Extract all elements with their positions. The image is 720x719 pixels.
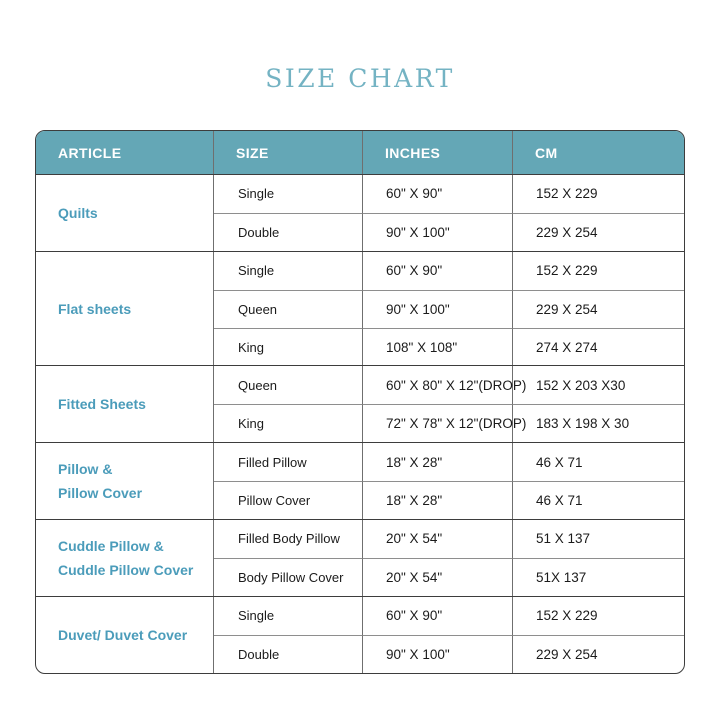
article-label-line1: Pillow & (58, 461, 113, 478)
page-title: SIZE CHART (265, 64, 455, 93)
table-group-quilts (36, 174, 684, 251)
size-cell: Filled Pillow (214, 443, 363, 481)
table-group-flat-sheets (36, 251, 684, 366)
size-cell: Single (214, 252, 363, 290)
header-size: SIZE (214, 131, 363, 174)
size-cell: Double (214, 635, 363, 673)
inches-cell: 60" X 80" X 12"(DROP) (363, 366, 513, 404)
table-group-duvet (36, 596, 684, 673)
table-header-row (36, 131, 684, 174)
cm-cell: 51X 137 (513, 558, 684, 596)
article-cell-duvet (36, 597, 214, 673)
cm-cell: 46 X 71 (536, 454, 583, 470)
header-inches: INCHES (363, 131, 513, 174)
table-group-fitted-sheets (36, 365, 684, 442)
table-group-pillow (36, 442, 684, 519)
header-article: ARTICLE (36, 131, 214, 174)
cm-cell: 46 X 71 (513, 481, 684, 519)
inches-cell: 72" X 78" X 12"(DROP) (363, 404, 513, 442)
article-cell-flat-sheets (36, 252, 214, 366)
cm-cell: 51 X 137 (536, 531, 591, 547)
article-cell-fitted-sheets (36, 366, 214, 442)
article-label-line2: Cuddle Pillow Cover (58, 561, 194, 578)
size-cell: Queen (214, 366, 363, 404)
size-cell: Double (214, 213, 363, 251)
size-cell: Single (214, 175, 363, 213)
cm-cell: 152 X 229 (536, 263, 598, 279)
inches-cell: 90" X 100" (363, 635, 513, 673)
size-cell: King (214, 404, 363, 442)
inches-cell: 90" X 100" (363, 213, 513, 251)
inches-cell: 60" X 90" (363, 597, 513, 635)
article-label: Duvet/ Duvet Cover (58, 626, 188, 643)
cm-cell: 152 X 229 (536, 608, 598, 624)
size-cell: Queen (214, 290, 363, 328)
size-cell: Body Pillow Cover (214, 558, 363, 596)
inches-cell: 18" X 28" (363, 481, 513, 519)
size-cell: Filled Body Pillow (214, 520, 363, 558)
table-group-cuddle-pillow (36, 519, 684, 596)
inches-cell: 60" X 90" (363, 175, 513, 213)
header-cm: CM (535, 144, 558, 161)
inches-cell: 60" X 90" (363, 252, 513, 290)
cm-cell: 229 X 254 (513, 635, 684, 673)
cm-cell: 229 X 254 (513, 213, 684, 251)
size-chart-table (35, 130, 685, 674)
article-label-line2: Pillow Cover (58, 485, 143, 502)
article-label: Quilts (58, 204, 98, 221)
size-cell: Pillow Cover (214, 481, 363, 519)
article-cell-pillow (36, 443, 214, 519)
cm-cell: 274 X 274 (513, 328, 684, 366)
cm-cell: 152 X 229 (536, 186, 598, 202)
article-label-line1: Cuddle Pillow & (58, 537, 164, 554)
inches-cell: 20" X 54" (363, 520, 513, 558)
article-cell-quilts (36, 175, 214, 251)
size-cell: King (214, 328, 363, 366)
inches-cell: 90" X 100" (363, 290, 513, 328)
inches-cell: 18" X 28" (363, 443, 513, 481)
article-cell-cuddle-pillow (36, 520, 214, 596)
article-label: Flat sheets (58, 300, 132, 317)
cm-cell: 152 X 203 X30 (536, 377, 626, 393)
size-cell: Single (214, 597, 363, 635)
cm-cell: 229 X 254 (513, 290, 684, 328)
inches-cell: 108" X 108" (363, 328, 513, 366)
cm-cell: 183 X 198 X 30 (513, 404, 684, 442)
article-label: Fitted Sheets (58, 396, 146, 413)
inches-cell: 20" X 54" (363, 558, 513, 596)
